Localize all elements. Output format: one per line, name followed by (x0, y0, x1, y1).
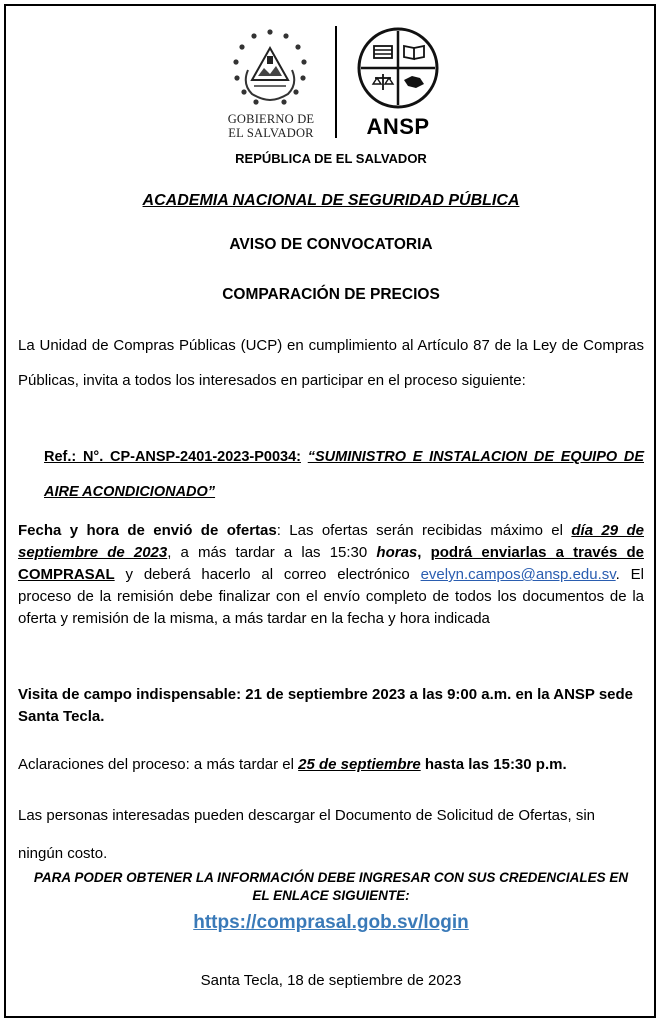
reference-description: “SUMINISTRO E INSTALACION DE EQUIPO DE AIRE ACONDICIONADO” (44, 449, 645, 500)
download-paragraph: Las personas interesadas pueden descargar el Documento de Solicitud de Ofertas, sin ningún costo. (18, 807, 596, 862)
credentials-notice: PARA PODER OBTENER LA INFORMACIÓN DEBE INGRESAR CON SUS CREDENCIALES EN EL ENLACE SIGUIENTE: (33, 870, 629, 903)
offers-hours-word: horas (376, 544, 418, 561)
gobierno-el-salvador-emblem (228, 26, 312, 110)
offers-paragraph: Fecha y hora de envió de ofertas: Las ofertas serán recibidas máximo el día 29 de septiembre de 2023, a más tardar a las 15:30 horas, podrá enviarlas a través de COMPRASAL y deberá hacerlo al correo electrónico evelyn.campos@ansp.edu.sv. El proceso de la remisión debe finalizar con el envío completo de todos los documentos de la oferta y remisión de la misma, a más tardar en la fecha y hora indicada (18, 522, 644, 627)
reference-line (44, 440, 644, 510)
institution-title: ACADEMIA NACIONAL DE SEGURIDAD PÚBLICA (142, 192, 520, 209)
reference-code: Ref.: N°. CP-ANSP-2401-2023-P0034: (44, 449, 301, 465)
header-logos (0, 20, 662, 148)
place-date: Santa Tecla, 18 de septiembre de 2023 (200, 972, 462, 989)
offers-label: Fecha y hora de envió de ofertas (18, 522, 277, 539)
clarifications-until: hasta (424, 756, 465, 773)
ansp-emblem (356, 26, 440, 110)
intro-paragraph: La Unidad de Compras Públicas (UCP) en cumplimiento al Artículo 87 de la Ley de Compras Públicas, invita a todos los interesados en participar en el proceso siguiente: (18, 337, 644, 389)
clarifications-paragraph: Aclaraciones del proceso: a más tardar el 25 de septiembre hasta las 15:30 p.m. (18, 756, 567, 773)
clarifications-date: 25 de septiembre (298, 756, 421, 773)
clarifications-time: las 15:30 p.m. (468, 756, 567, 773)
logo-divider (335, 26, 337, 138)
gobierno-text: GOBIERNO DE EL SALVADOR (227, 112, 315, 140)
ansp-logo-text: ANSP (366, 114, 430, 139)
notice-title: AVISO DE CONVOCATORIA (229, 236, 433, 253)
offers-deadline: día 29 de septiembre de 2023 (18, 522, 644, 561)
republica-label: REPÚBLICA DE EL SALVADOR (235, 151, 427, 166)
process-type-title: COMPARACIÓN DE PRECIOS (222, 286, 440, 303)
comprasal-login-link[interactable]: https://comprasal.gob.sv/login (193, 912, 469, 933)
site-visit-paragraph: Visita de campo indispensable: 21 de septiembre 2023 a las 9:00 a.m. en la ANSP sede Santa Tecla. (18, 686, 634, 725)
email-link[interactable]: evelyn.campos@ansp.edu.sv (420, 566, 616, 583)
offers-send-via: podrá enviarlas a través de COMPRASAL (18, 544, 644, 583)
